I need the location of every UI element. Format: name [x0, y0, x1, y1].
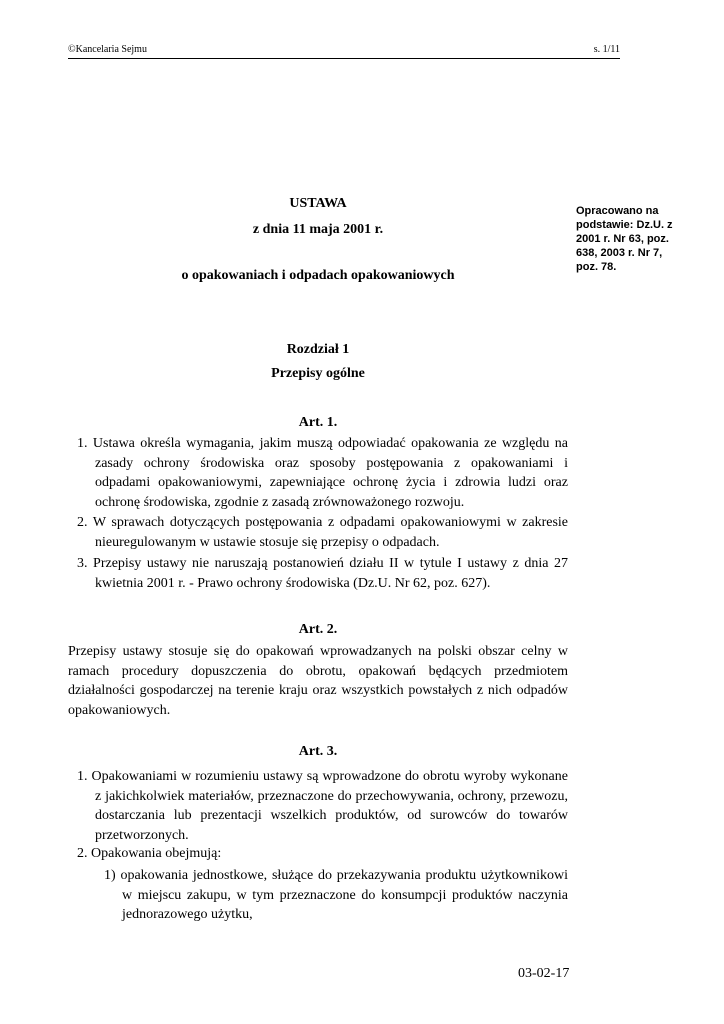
chapter-number: Rozdział 1 [286, 342, 350, 357]
art1-item-2: 2. W sprawach dotyczących postępowania z odpadami opakowaniowymi w zakresie nieuregulowanym w ustawie stosuje się przepisy o odpadach. [77, 515, 568, 550]
art2-heading: Art. 2. [298, 622, 338, 637]
chapter-title: Przepisy ogólne [271, 366, 365, 381]
art1-heading: Art. 1. [298, 415, 338, 430]
document-date: z dnia 11 maja 2001 r. [252, 222, 384, 237]
page-header [68, 44, 620, 59]
footer-date: 03-02-17 [518, 966, 570, 981]
art1-item-1: 1. Ustawa określa wymagania, jakim muszą odpowiadać opakowania ze względu na zasady ochrony środowiska oraz sposoby postępowania z opakowaniami i odpadami opakowaniowymi, zapewniające ochronę życia i zdrowia ludzi oraz ochronę środowiska, zgodnie z zasadą zrównoważonego rozwoju. [77, 436, 568, 510]
source-note: Opracowano na podstawie: Dz.U. z 2001 r. Nr 63, poz. 638, 2003 r. Nr 7, poz. 78. [576, 205, 673, 273]
art3-item-1: 1. Opakowaniami w rozumieniu ustawy są wprowadzone do obrotu wyroby wykonane z jakichkolwiek materiałów, przeznaczone do przechowywania, ochrony, przewozu, dostarczania lub prezentacji wszelkich produktów, od surowców do towarów przetworzonych. [77, 769, 568, 843]
header-publisher: ©Kancelaria Sejmu [68, 44, 147, 55]
art2-text: Przepisy ustawy stosuje się do opakowań wprowadzanych na polski obszar celny w ramach procedury dopuszczenia do obrotu, opakowań będących przedmiotem działalności gospodarczej na terenie kraju oraz wszystkich powstałych z nich odpadów opakowaniowych. [68, 644, 568, 718]
art3-heading: Art. 3. [298, 744, 338, 759]
header-page-number: s. 1/11 [593, 44, 620, 55]
document-subject: o opakowaniach i odpadach opakowaniowych [181, 268, 455, 283]
document-title: USTAWA [289, 196, 347, 211]
art3-subitem-1: 1) opakowania jednostkowe, służące do przekazywania produktu użytkownikowi w miejscu zakupu, w tym przeznaczone do konsumpcji produktów naczynia jednorazowego użytku, [104, 868, 568, 922]
art3-item-2: 2. Opakowania obejmują: [77, 846, 222, 861]
art1-item-3: 3. Przepisy ustawy nie naruszają postanowień działu II w tytule I ustawy z dnia 27 kwietnia 2001 r. - Prawo ochrony środowiska (Dz.U. Nr 62, poz. 627). [77, 556, 568, 591]
